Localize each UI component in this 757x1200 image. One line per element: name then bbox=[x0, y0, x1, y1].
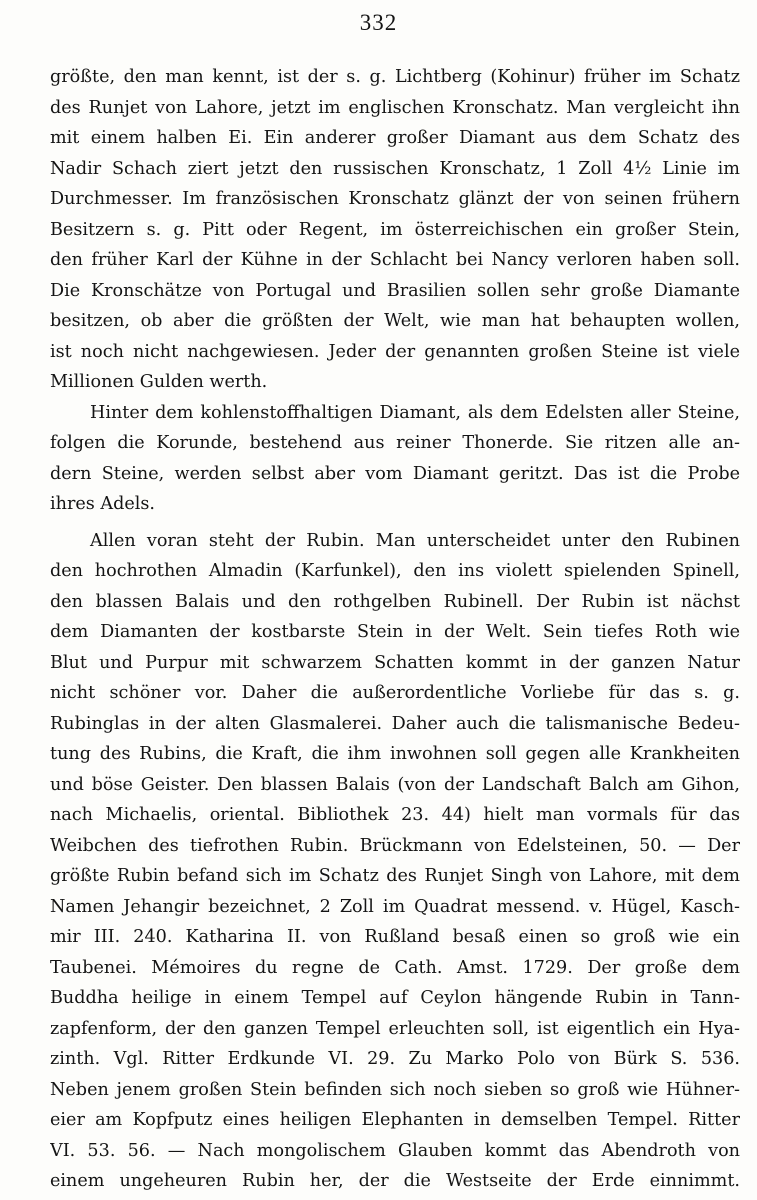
text-line: des Runjet von Lahore, jetzt im englischen Kronschatz. Man vergleicht ihn bbox=[50, 97, 740, 118]
text-line: Besitzern s. g. Pitt oder Regent, im österreichischen ein großer Stein, bbox=[50, 219, 740, 240]
text-line: besitzen, ob aber die größten der Welt, wie man hat behaupten wollen, bbox=[50, 311, 740, 331]
text-line: eier am Kopfputz eines heiligen Elephanten in demselben Tempel. Ritter bbox=[50, 1110, 740, 1130]
text-line: ihres Adels. bbox=[50, 494, 156, 514]
text-line: mit einem halben Ei. Ein anderer großer Diamant aus dem Schatz des bbox=[50, 128, 740, 148]
text-line: den blassen Balais und den rothgelben Rubinell. Der Rubin ist nächst bbox=[50, 591, 740, 612]
text-line: größte, den man kennt, ist der s. g. Lichtberg (Kohinur) früher im Schatz bbox=[50, 67, 740, 87]
text-line: einem ungeheuren Rubin her, der die Westseite der Erde einnimmt. bbox=[50, 1171, 740, 1191]
text-line: mir III. 240. Katharina II. von Rußland besaß einen so groß wie ein bbox=[50, 927, 740, 947]
text-line: Allen voran steht der Rubin. Man unterscheidet unter den Rubinen bbox=[90, 530, 740, 551]
text-line: zapfenform, der den ganzen Tempel erleuchten soll, ist eigentlich ein Hya- bbox=[50, 1018, 740, 1039]
body-text bbox=[50, 62, 740, 1197]
text-line: Weibchen des tiefrothen Rubin. Brückmann von Edelsteinen, 50. — Der bbox=[50, 835, 740, 856]
text-line: und böse Geister. Den blassen Balais (von der Landschaft Balch am Gihon, bbox=[50, 774, 740, 795]
text-line: dem Diamanten der kostbarste Stein in der Welt. Sein tiefes Roth wie bbox=[50, 622, 740, 642]
text-line: dern Steine, werden selbst aber vom Diamant geritzt. Das ist die Probe bbox=[50, 463, 740, 484]
text-line: Taubenei. Mémoires du regne de Cath. Amst. 1729. Der große dem bbox=[50, 957, 740, 978]
text-line: Neben jenem großen Stein befinden sich noch sieben so groß wie Hühner- bbox=[50, 1079, 740, 1100]
text-line: Namen Jehangir bezeichnet, 2 Zoll im Quadrat messend. v. Hügel, Kasch- bbox=[50, 896, 740, 917]
paragraph-1 bbox=[50, 62, 740, 398]
text-line: nach Michaelis, oriental. Bibliothek 23. 44) hielt man vormals für das bbox=[50, 805, 740, 825]
text-line: Nadir Schach ziert jetzt den russischen Kronschatz, 1 Zoll 4½ Linie im bbox=[50, 158, 740, 179]
text-line: Rubinglas in der alten Glasmalerei. Daher auch die talismanische Bedeu- bbox=[50, 713, 740, 734]
text-line: den früher Karl der Kühne in der Schlacht bei Nancy verloren haben soll. bbox=[50, 250, 740, 270]
text-line: VI. 53. 56. — Nach mongolischem Glauben kommt das Abendroth von bbox=[50, 1140, 740, 1161]
paragraph-3 bbox=[50, 526, 740, 1197]
text-line: tung des Rubins, die Kraft, die ihm inwohnen soll gegen alle Krankheiten bbox=[50, 744, 740, 764]
text-line: Millionen Gulden werth. bbox=[50, 372, 268, 392]
text-line: Hinter dem kohlenstoffhaltigen Diamant, als dem Edelsten aller Steine, bbox=[90, 402, 740, 423]
text-line: ist noch nicht nachgewiesen. Jeder der genannten großen Steine ist viele bbox=[50, 341, 740, 362]
text-line: Die Kronschätze von Portugal und Brasilien sollen sehr große Diamante bbox=[50, 280, 740, 301]
text-line: zinth. Vgl. Ritter Erdkunde VI. 29. Zu Marko Polo von Bürk S. 536. bbox=[50, 1049, 740, 1069]
page-number: 332 bbox=[359, 10, 398, 35]
text-line: Blut und Purpur mit schwarzem Schatten kommt in der ganzen Natur bbox=[50, 652, 740, 673]
text-line: größte Rubin befand sich im Schatz des Runjet Singh von Lahore, mit dem bbox=[50, 866, 740, 886]
text-line: den hochrothen Almadin (Karfunkel), den ins violett spielenden Spinell, bbox=[50, 561, 740, 581]
paragraph-2 bbox=[50, 398, 740, 520]
text-line: Durchmesser. Im französischen Kronschatz glänzt der von seinen frühern bbox=[50, 189, 740, 209]
text-line: folgen die Korunde, bestehend aus reiner Thonerde. Sie ritzen alle an- bbox=[50, 433, 740, 453]
text-line: Buddha heilige in einem Tempel auf Ceylon hängende Rubin in Tann- bbox=[50, 988, 740, 1008]
text-line: nicht schöner vor. Daher die außerordentliche Vorliebe für das s. g. bbox=[50, 683, 740, 703]
